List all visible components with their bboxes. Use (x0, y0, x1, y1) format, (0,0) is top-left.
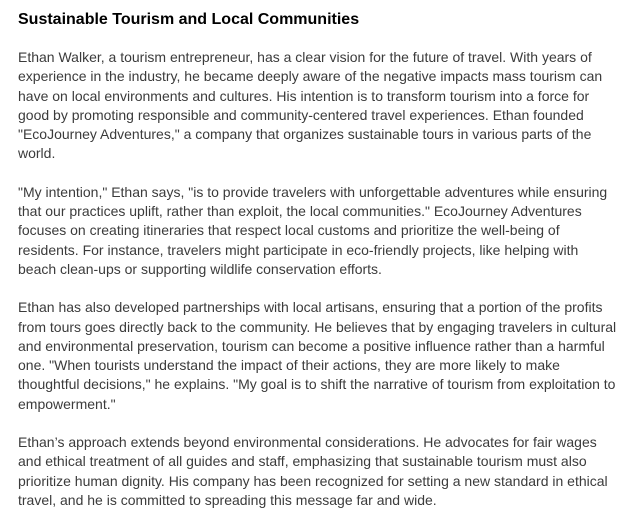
document-title: Sustainable Tourism and Local Communities (18, 11, 360, 28)
paragraph-2: "My intention," Ethan says, "is to provide travelers with unforgettable adventures while ensuring that our practices uplift, rather than exploit, the local communities." EcoJourney Adventures focuses on creating itineraries that respect local customs and prioritize the well-being of residents. For instance, travelers might participate in eco-friendly projects, like helping with beach clean-ups or supporting wildlife conservation efforts. (18, 183, 608, 277)
paragraph-1: Ethan Walker, a tourism entrepreneur, has a clear vision for the future of travel. With years of experience in the industry, he became deeply aware of the negative impacts mass tourism can have on local environments and cultures. His intention is to transform tourism into a force for good by promoting responsible and community-centered travel experiences. Ethan founded "EcoJourney Adventures," a company that organizes sustainable tours in various parts of the world. (18, 49, 603, 162)
paragraph-4: Ethan’s approach extends beyond environmental considerations. He advocates for fair wages and ethical treatment of all guides and staff, emphasizing that sustainable tourism must also prioritize human dignity. His company has been recognized for setting a new standard in ethical travel, and he is committed to spreading this message far and wide. (18, 434, 608, 508)
paragraph-3: Ethan has also developed partnerships with local artisans, ensuring that a portion of the profits from tours goes directly back to the community. He believes that by engaging travelers in cultural and environmental preservation, tourism can become a positive influence rather than a harmful one. "When tourists understand the impact of their actions, they are more likely to make thoughtful decisions," he explains. "My goal is to shift the narrative of tourism from exploitation to empowerment." (18, 299, 617, 412)
